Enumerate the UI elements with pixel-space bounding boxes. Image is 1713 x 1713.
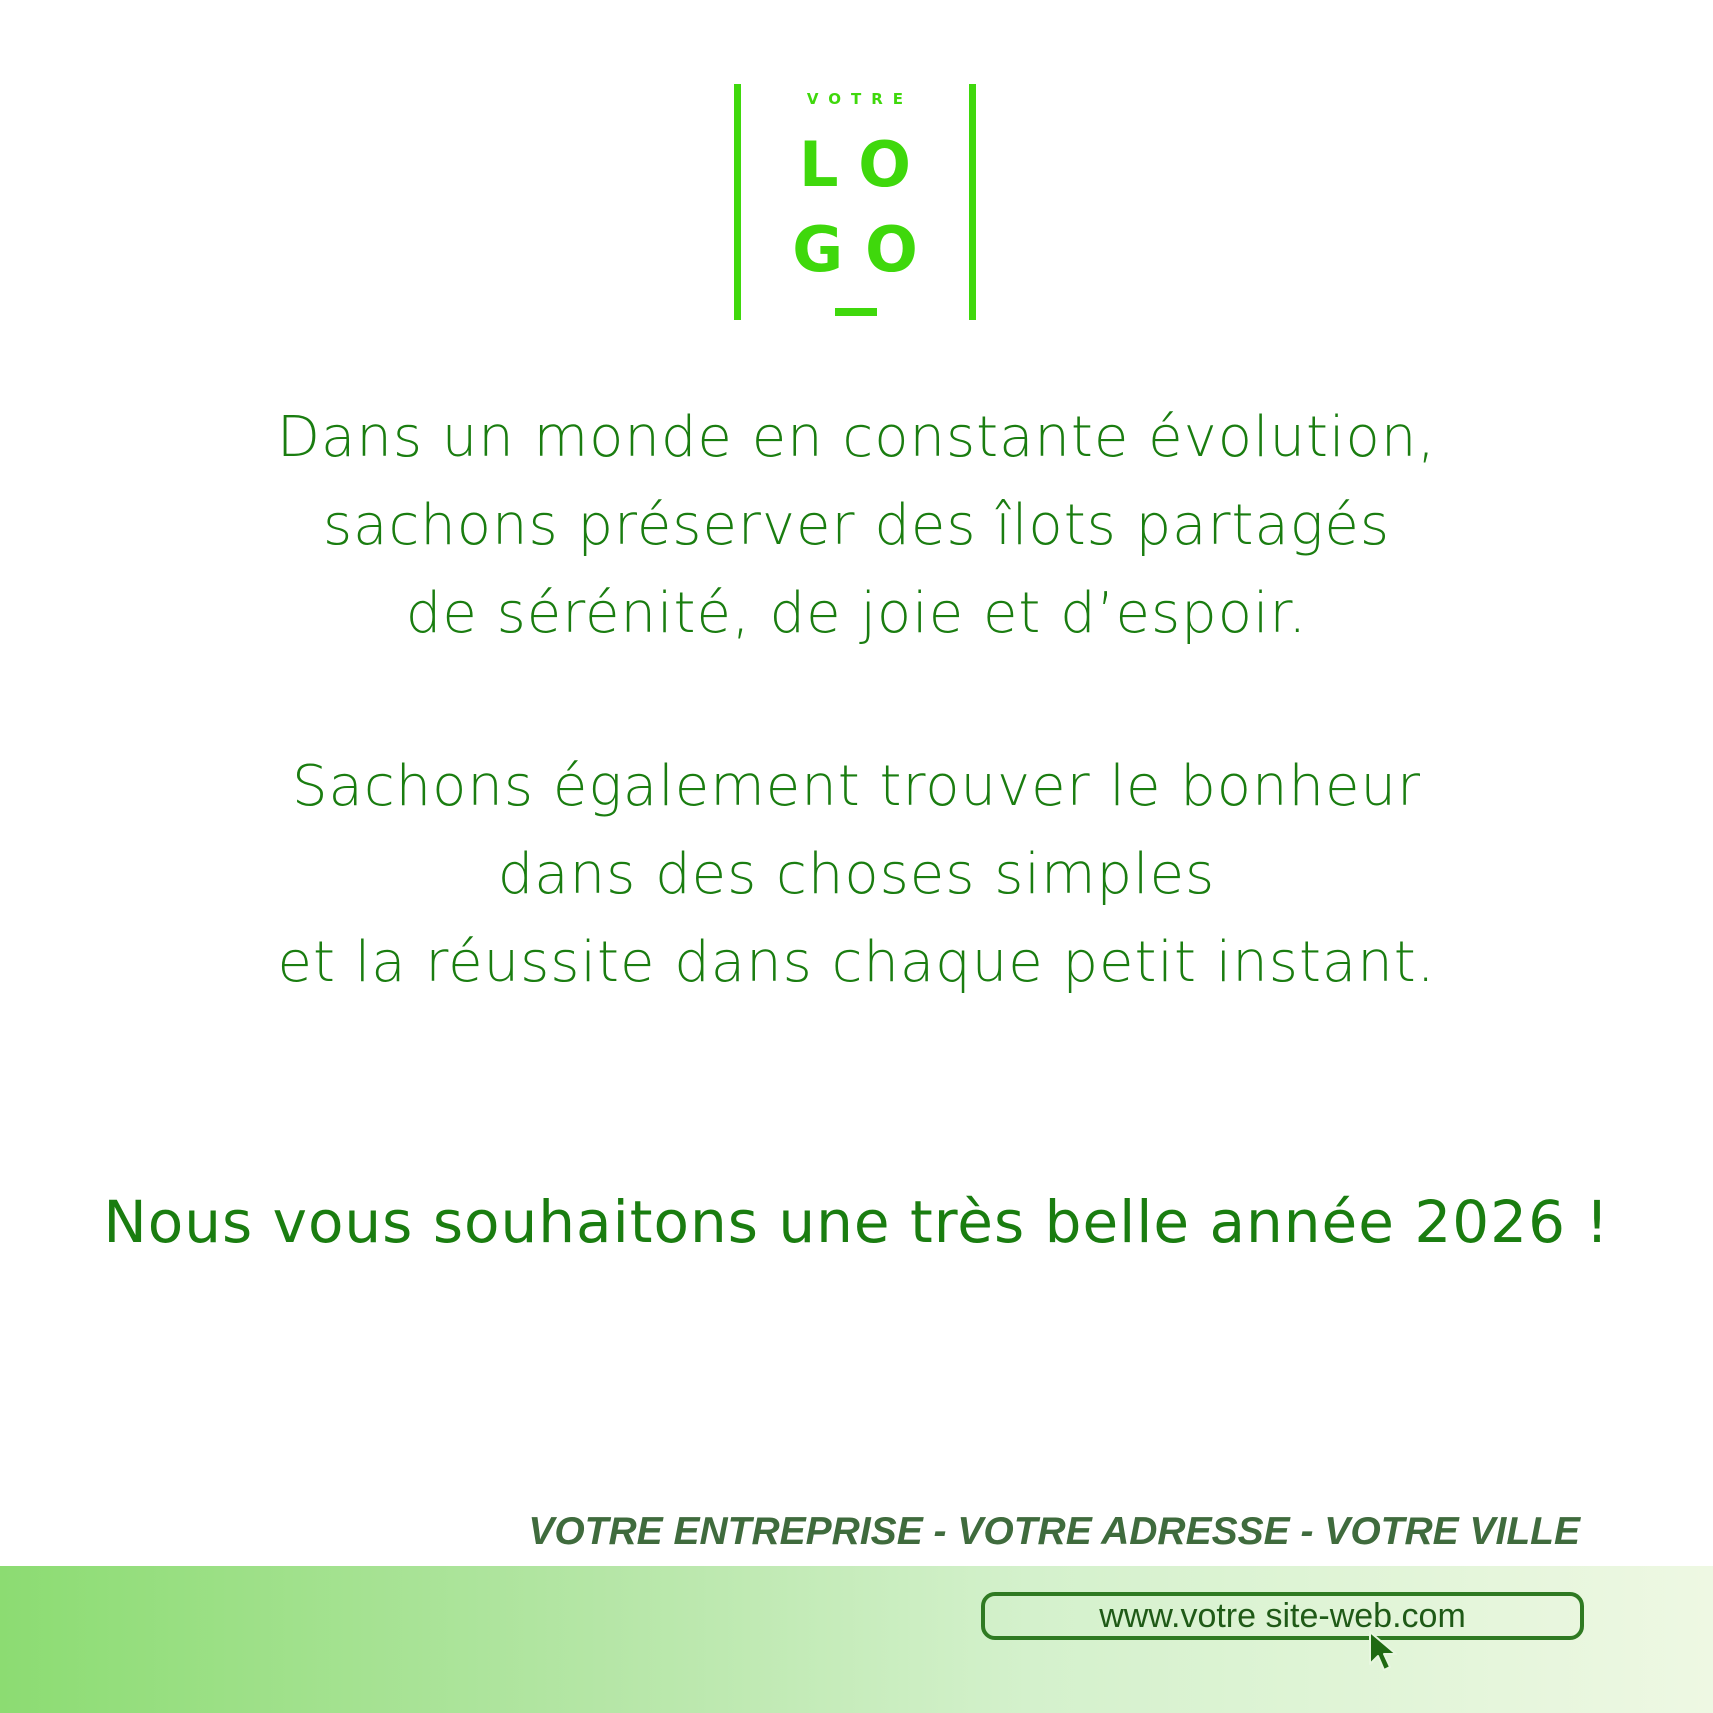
logo-left-bar [734,84,741,320]
message-line: Sachons également trouver le bonheur [291,754,1421,819]
message-paragraph-2 [0,743,1713,1007]
logo-top-text: VOTRE [806,90,914,108]
message-paragraph-1 [0,394,1713,658]
message-line: sachons préserver des îlots partagés [322,493,1391,558]
message-line: Dans un monde en constante évolution, [276,405,1437,470]
logo-right-bar [969,84,976,320]
logo-underscore [835,308,877,316]
company-address-line: VOTRE ENTREPRISE - VOTRE ADRESSE - VOTRE VILLE [528,1510,1580,1553]
message-line: de sérénité, de joie et d’espoir. [405,581,1308,646]
logo [734,84,976,320]
logo-line-2: GO [792,213,940,286]
website-link[interactable]: www.votre site-web.com [981,1592,1584,1640]
logo-line-1: LO [798,128,933,201]
new-year-greeting: Nous vous souhaitons une très belle année 2026 ! [103,1188,1610,1256]
message-line: dans des choses simples [497,842,1216,907]
mouse-pointer-icon [1368,1630,1402,1674]
message-line: et la réussite dans chaque petit instant. [277,930,1436,995]
